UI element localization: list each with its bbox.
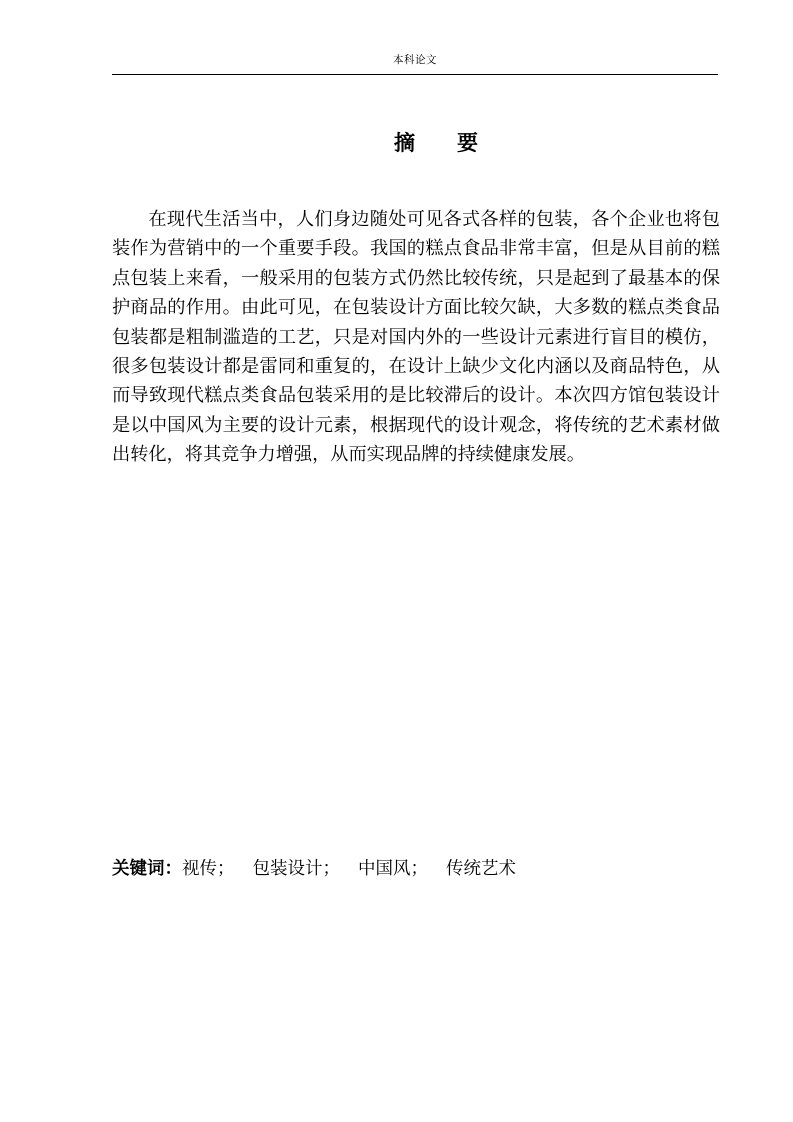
- running-title: 本科论文: [393, 54, 437, 66]
- keyword-item-3: 中国风；: [358, 859, 428, 879]
- abstract-title-char-2: 要: [457, 130, 478, 155]
- keywords-label: 关键词：: [112, 859, 182, 879]
- abstract-title: [112, 128, 760, 158]
- keyword-item-1: 视传；: [182, 859, 235, 879]
- keyword-item-4: 传统艺术: [446, 859, 516, 879]
- abstract-body: 在现代生活当中，人们身边随处可见各式各样的包装，各个企业也将包装作为营销中的一个重要手段。我国的糕点食品非常丰富，但是从目前的糕点包装上来看，一般采用的包装方式仍然比较传统，只是起到了最基本的保护商品的作用。由此可见，在包装设计方面比较欠缺，大多数的糕点类食品包装都是粗制滥造的工艺，只是对国内外的一些设计元素进行盲目的模仿，很多包装设计都是雷同和重复的，在设计上缺少文化内涵以及商品特色，从而导致现代糕点类食品包装采用的是比较滞后的设计。本次四方馆包装设计是以中国风为主要的设计元素，根据现代的设计观念，将传统的艺术素材做出转化，将其竞争力增强，从而实现品牌的持续健康发展。: [112, 209, 720, 466]
- abstract-title-char-1: 摘: [394, 130, 415, 155]
- keyword-item-2: 包装设计；: [252, 859, 340, 879]
- keywords-line: [112, 855, 712, 883]
- page-header: [112, 52, 718, 75]
